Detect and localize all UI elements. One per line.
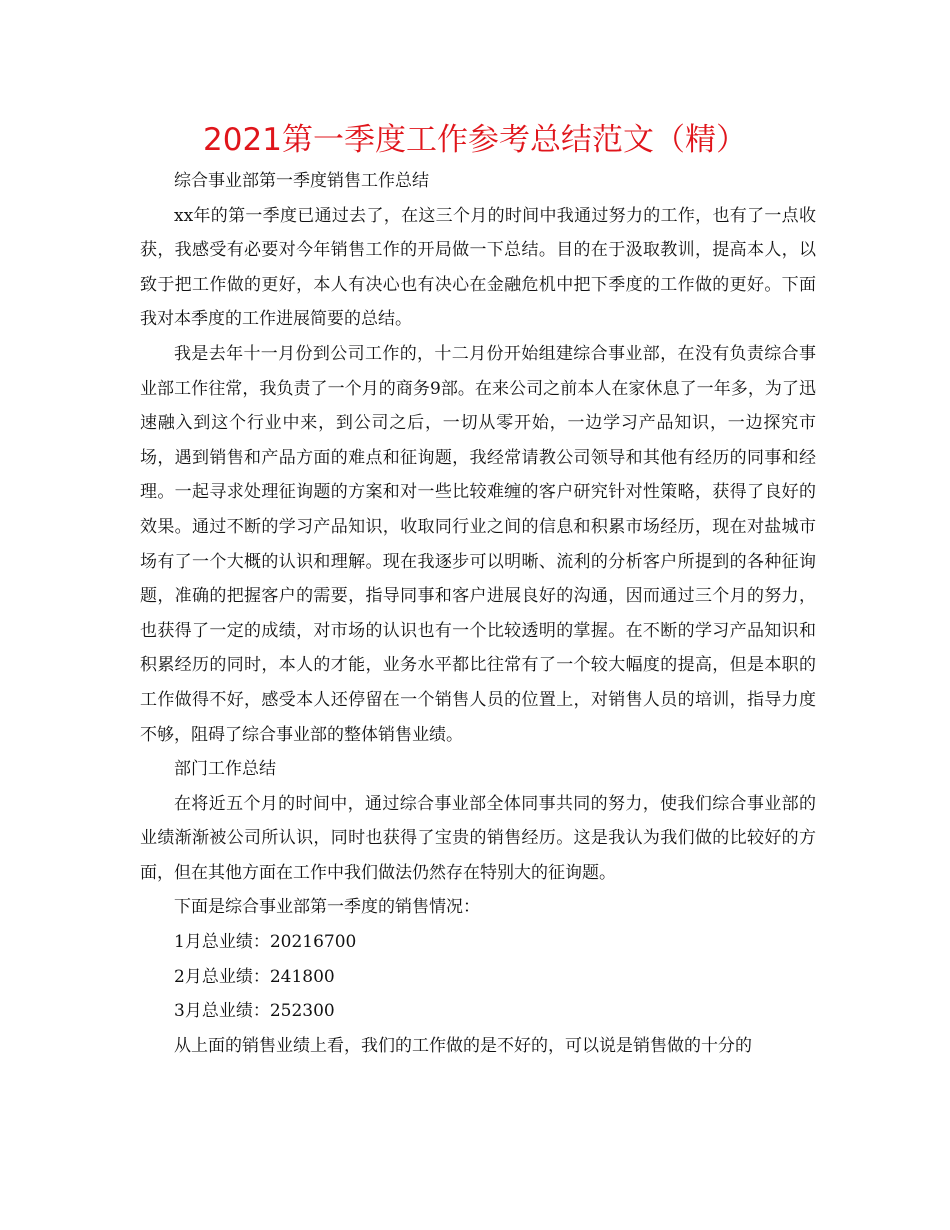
paragraph-conclusion: 从上面的销售业绩上看，我们的工作做的是不好的，可以说是销售做的十分的 bbox=[174, 1035, 752, 1056]
paragraph-sales-intro: 下面是综合事业部第一季度的销售情况： bbox=[174, 897, 480, 918]
sales-line-january: 1月总业绩：20216700 bbox=[174, 932, 357, 953]
paragraph-department-review: 在将近五个月的时间中，通过综合事业部全体同事共同的努力，使我们综合事业部的业绩渐渐被公司所认识，同时也获得了宝贵的销售经历。这是我认为我们做的比较好的方面，但在其他方面在工作中我们做法仍然存在特别大的征询题。 bbox=[140, 793, 816, 883]
document-body bbox=[140, 164, 816, 1063]
section-heading-department: 部门工作总结 bbox=[174, 759, 276, 780]
sales-line-march: 3月总业绩：252300 bbox=[174, 1001, 335, 1022]
section-heading-sales-summary: 综合事业部第一季度销售工作总结 bbox=[174, 171, 429, 191]
paragraph-intro: xx年的第一季度已通过去了，在这三个月的时间中我通过努力的工作，也有了一点收获，我感受有必要对今年销售工作的开局做一下总结。目的在于汲取教训，提高本人，以致于把工作做的更好，本人有决心也有决心在金融危机中把下季度的工作做的更好。下面我对本季度的工作进展简要的总结。 bbox=[140, 205, 816, 330]
paragraph-personal-review: 我是去年十一月份到公司工作的，十二月份开始组建综合事业部，在没有负责综合事业部工作往常，我负责了一个月的商务9部。在来公司之前本人在家休息了一年多，为了迅速融入到这个行业中来，到公司之后，一切从零开始，一边学习产品知识，一边探究市场，遇到销售和产品方面的难点和征询题，我经常请教公司领导和其他有经历的同事和经理。一起寻求处理征询题的方案和对一些比较难缠的客户研究针对性策略，获得了良好的效果。通过不断的学习产品知识，收取同行业之间的信息和积累市场经历，现在对盐城市场有了一个大概的认识和理解。现在我逐步可以明晰、流利的分析客户所提到的各种征询题，准确的把握客户的需要，指导同事和客户进展良好的沟通，因而通过三个月的努力，也获得了一定的成绩，对市场的认识也有一个比较透明的掌握。在不断的学习产品知识和积累经历的同时，本人的才能，业务水平都比往常有了一个较大幅度的提高，但是本职的工作做得不好，感受本人还停留在一个销售人员的位置上，对销售人员的培训，指导力度不够，阻碍了综合事业部的整体销售业绩。 bbox=[140, 343, 816, 745]
sales-line-february: 2月总业绩：241800 bbox=[174, 966, 335, 987]
document-title: 2021第一季度工作参考总结范文（精） bbox=[203, 122, 747, 158]
